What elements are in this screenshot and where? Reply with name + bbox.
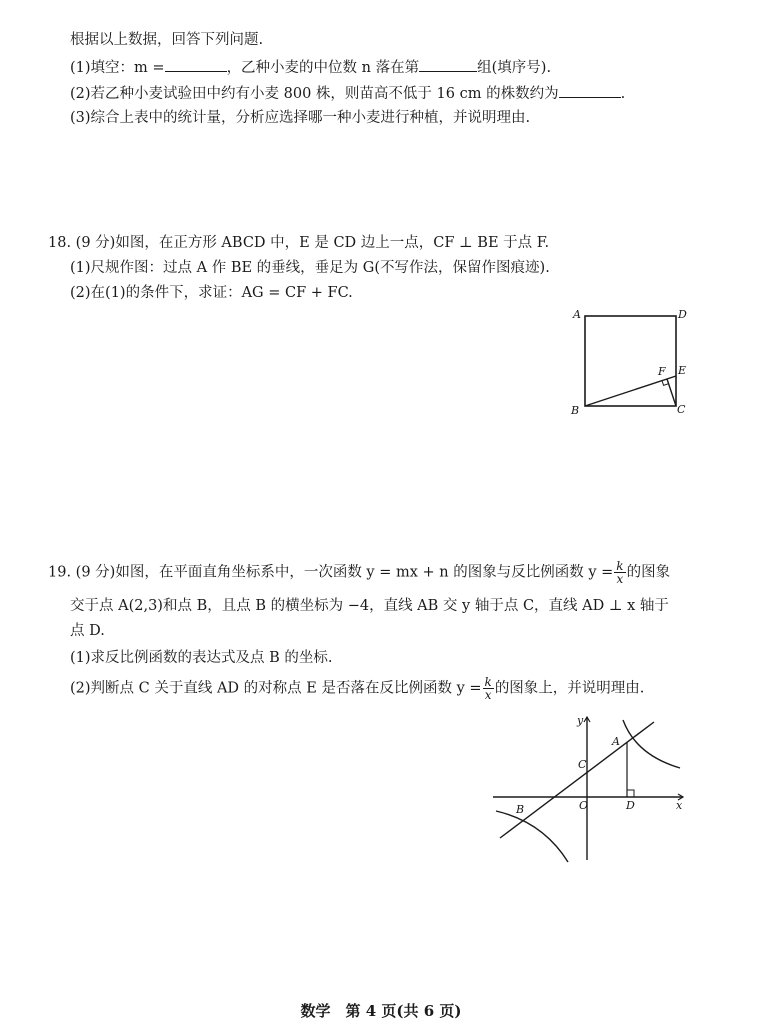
- label-a: A: [573, 308, 581, 321]
- q19-part1: (1)求反比例函数的表达式及点 B 的坐标.: [70, 650, 333, 666]
- q19-stem-line1: [48, 560, 670, 585]
- q17-part1: [70, 57, 551, 78]
- q17-p2-a: (2)若乙种小麦试验田中约有小麦 800 株，则苗高不低于 16 cm 的株数约为: [70, 86, 559, 102]
- axis-label-x: x: [676, 799, 683, 812]
- q17-p2-b: .: [620, 86, 626, 102]
- blank-group: [419, 57, 477, 72]
- label-b: B: [516, 803, 525, 816]
- label-f: F: [658, 365, 666, 378]
- intro-text: 根据以上数据，回答下列问题.: [70, 32, 264, 48]
- fraction-k-over-x: $\frac{k}{x}$: [616, 559, 624, 586]
- q17-p1-b: ，乙种小麦的中位数 n 落在第: [226, 60, 420, 76]
- coordinate-figure: [488, 710, 694, 865]
- q17-part3: (3)综合上表中的统计量，分析应选择哪一种小麦进行种植，并说明理由.: [70, 110, 531, 126]
- label-e: E: [678, 364, 687, 377]
- fraction-k-over-x-2: $\frac{k}{x}$: [484, 675, 492, 702]
- q19-stem-line2: 交于点 A(2,3)和点 B，且点 B 的横坐标为 −4，直线 AB 交 y 轴于点 C，直线 AD ⊥ x 轴于: [70, 598, 669, 614]
- hyperbola-branch-1: [623, 720, 680, 768]
- segment-cf: [667, 379, 676, 406]
- q17-p1-c: 组(填序号).: [477, 60, 552, 76]
- label-c: C: [578, 758, 587, 771]
- right-angle-mark-d: [627, 790, 634, 797]
- q18-part2: (2)在(1)的条件下，求证：AG = CF + FC.: [70, 285, 353, 301]
- q19-part2: [70, 676, 644, 701]
- axis-label-y: y: [577, 714, 584, 727]
- label-d: D: [626, 799, 635, 812]
- q19-p2-a: (2)判断点 C 关于直线 AD 的对称点 E 是否落在反比例函数 y =: [70, 680, 482, 697]
- page-footer: 数学 第 4 页(共 6 页): [300, 1002, 462, 1020]
- label-d: D: [678, 308, 687, 321]
- blank-count: [559, 83, 621, 98]
- q17-p1-a: (1)填空：m =: [70, 60, 165, 76]
- q18-stem: 18. (9 分)如图，在正方形 ABCD 中，E 是 CD 边上一点，CF ⊥ BE 于点 F.: [48, 235, 550, 251]
- square-abcd: [585, 316, 676, 406]
- label-a: A: [612, 735, 620, 748]
- blank-m: [165, 57, 227, 72]
- q19-p2-b: 的图象上，并说明理由.: [494, 680, 645, 697]
- q17-part2: [70, 83, 625, 104]
- label-b: B: [571, 404, 580, 417]
- label-o: O: [579, 799, 589, 812]
- q19-stem-b: 的图象: [626, 564, 671, 581]
- label-c: C: [677, 403, 686, 416]
- square-figure: [565, 300, 695, 425]
- q19-stem-a: 19. (9 分)如图，在平面直角坐标系中，一次函数 y = mx + n 的图象与反比例函数 y =: [48, 564, 614, 581]
- q18-part1: (1)尺规作图：过点 A 作 BE 的垂线，垂足为 G(不写作法，保留作图痕迹).: [70, 260, 550, 276]
- q19-stem-line3: 点 D.: [70, 623, 105, 639]
- hyperbola-branch-2: [496, 811, 568, 862]
